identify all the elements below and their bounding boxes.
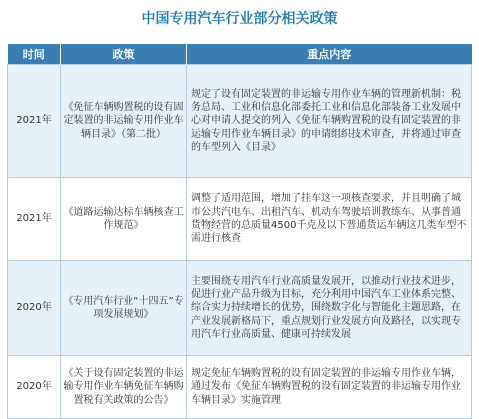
column-header-policy: 政策 (61, 44, 187, 65)
key-content-cell: 规定免征车辆购置税的设有固定装置的非运输专用作业车辆，通过发布《免征车辆购置税的设有固定装置的非运输专用作业车辆目录》实施管理 (187, 356, 472, 419)
column-header-year: 时间 (8, 44, 61, 65)
year-cell: 2021年 (8, 178, 61, 261)
table-header-row (8, 44, 472, 65)
year-cell: 2020年 (8, 356, 61, 419)
table-row (8, 261, 472, 356)
policy-cell: 《免征车辆购置税的设有固定装置的非运输专用作业车辆目录》（第二批） (61, 65, 187, 178)
table-row (8, 65, 472, 178)
table-row (8, 356, 472, 419)
table-row (8, 178, 472, 261)
key-content-cell: 主要围绕专用汽车行业高质量发展开，以推动行业技术进步，促进行业产品升级为目标，充分利用中国汽车工业体系完整、综合实力持续增长的优势，围绕数字化与智能化主题思路，在产业发展新格局下，重点规划行业发展方向及路径，以实现专用汽车行业高质量、健康可持续发展 (187, 261, 472, 356)
policy-cell: 《关于设有固定装置的非运输专用作业车辆免征车辆购置税有关政策的公告》 (61, 356, 187, 419)
policy-table (7, 44, 472, 419)
column-header-key-content: 重点内容 (187, 44, 472, 65)
page-title: 中国专用汽车行业部分相关政策 (141, 11, 338, 27)
year-cell: 2020年 (8, 261, 61, 356)
key-content-cell: 调整了适用范围，增加了挂车这一项核查要求，并且明确了城市公共汽电车、出租汽车、机动车驾驶培训教练车、从事普通货物经营的总质量4500千克及以下普通货运车辆这几类车型不需进行核查 (187, 178, 472, 261)
policy-cell: 《道路运输达标车辆核查工作规范》 (61, 178, 187, 261)
key-content-cell: 规定了设有固定装置的非运输专用作业车辆的管理新机制：税务总局、工业和信息化部委托工业和信息化部装备工业发展中心对申请人提交的列入《免征车辆购置税的设有固定装置的非运输专用作业车辆目录》的申请组织技术审查，并将通过审查的车型列入《目录》 (187, 65, 472, 178)
year-cell: 2021年 (8, 65, 61, 178)
policy-cell: 《专用汽车行业“十四五”专项发展规划》 (61, 261, 187, 356)
